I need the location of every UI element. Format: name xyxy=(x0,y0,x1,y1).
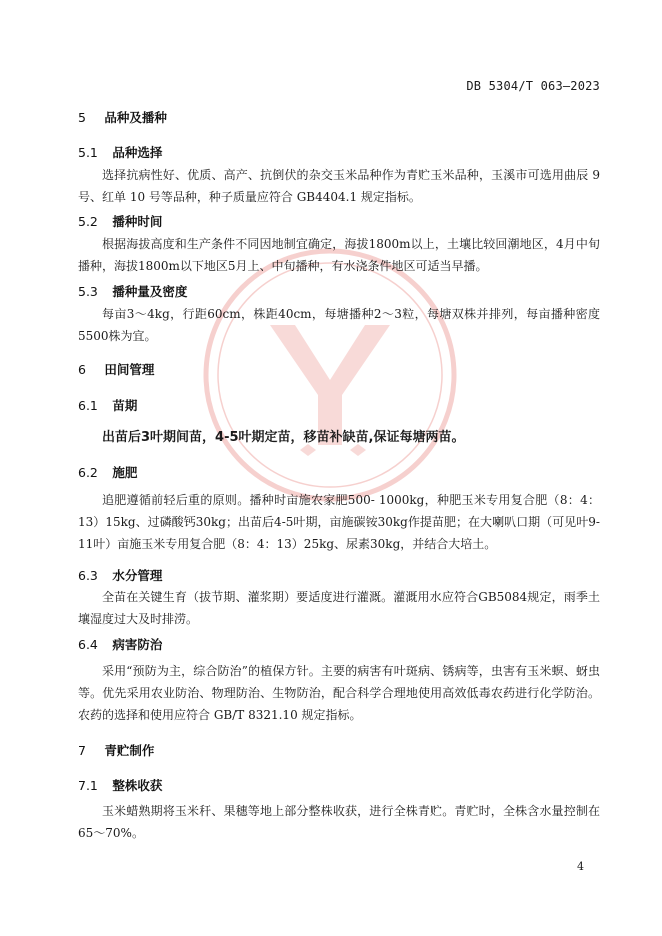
document-id: DB 5304/T 063—2023 xyxy=(466,79,600,93)
section-number: 6 xyxy=(78,362,86,377)
paragraph: 玉米蜡熟期将玉米秆、果穗等地上部分整株收获，进行全株青贮。青贮时，全株含水量控制在65～70%。 xyxy=(78,804,600,840)
subsection-number: 6.2 xyxy=(78,465,98,480)
subsection-title: 水分管理 xyxy=(112,568,163,583)
subsection-number: 5.2 xyxy=(78,214,98,229)
paragraph-emphasis: 出苗后3叶期间苗，4-5叶期定苗，移苗补缺苗,保证每塘两苗。 xyxy=(102,430,465,445)
subsection-title: 施肥 xyxy=(112,465,138,480)
subsection-heading xyxy=(78,143,162,161)
subsection-title: 病害防治 xyxy=(112,637,163,652)
subsection-number: 5.3 xyxy=(78,284,98,299)
subsection-title: 播种量及密度 xyxy=(112,284,188,299)
subsection-number: 6.3 xyxy=(78,568,98,583)
paragraph: 每亩3～4kg，行距60cm，株距40cm，每塘播种2～3粒，每塘双株并排列，每亩播种密度5500株为宜。 xyxy=(78,307,600,343)
subsection-heading xyxy=(78,635,162,653)
subsection-title: 品种选择 xyxy=(112,145,163,160)
page-number: 4 xyxy=(577,860,584,873)
section-heading xyxy=(78,108,167,126)
subsection-title: 苗期 xyxy=(112,398,138,413)
subsection-heading xyxy=(78,212,162,230)
subsection-number: 5.1 xyxy=(78,145,98,160)
paragraph: 追肥遵循前轻后重的原则。播种时亩施农家肥500- 1000kg，种肥玉米专用复合肥（8：4：13）15kg、过磷酸钙30kg；出苗后4-5叶期，亩施碳铵30kg作提苗肥；在大喇叭口期（可见叶9-11叶）亩施玉米专用复合肥（8：4：13）25kg、尿素30kg，并结合大培土。 xyxy=(78,493,600,551)
section-heading xyxy=(78,360,154,378)
paragraph: 采用“预防为主，综合防治”的植保方针。主要的病害有叶斑病、锈病等，虫害有玉米螟、蚜虫等。优先采用农业防治、物理防治、生物防治，配合科学合理地使用高效低毒农药进行化学防治。农药的选择和使用应符合 GB/T 8321.10 规定指标。 xyxy=(78,664,600,722)
subsection-heading xyxy=(78,282,187,300)
subsection-heading xyxy=(78,566,162,584)
paragraph: 根据海拔高度和生产条件不同因地制宜确定，海拔1800m以上，土壤比较回潮地区，4月中旬播种，海拔1800m以下地区5月上、中旬播种，有水浇条件地区可适当早播。 xyxy=(78,237,600,273)
subsection-number: 7.1 xyxy=(78,778,98,793)
subsection-heading xyxy=(78,463,137,481)
subsection-title: 播种时间 xyxy=(112,214,163,229)
paragraph: 全苗在关键生育（拔节期、灌浆期）要适度进行灌溉。灌溉用水应符合GB5084规定，雨季土壤湿度过大及时排涝。 xyxy=(78,590,600,626)
section-heading xyxy=(78,741,154,759)
section-number: 5 xyxy=(78,110,86,125)
section-title: 田间管理 xyxy=(104,362,155,377)
subsection-number: 6.1 xyxy=(78,398,98,413)
subsection-heading xyxy=(78,396,137,414)
section-title: 青贮制作 xyxy=(104,743,155,758)
section-title: 品种及播种 xyxy=(104,110,167,125)
official-seal-icon xyxy=(200,245,460,505)
subsection-title: 整株收获 xyxy=(112,778,163,793)
subsection-heading xyxy=(78,776,162,794)
subsection-number: 6.4 xyxy=(78,637,98,652)
paragraph: 选择抗病性好、优质、高产、抗倒伏的杂交玉米品种作为青贮玉米品种，玉溪市可选用曲辰 9 号、红单 10 号等品种，种子质量应符合 GB4404.1 规定指标。 xyxy=(78,168,600,204)
section-number: 7 xyxy=(78,743,86,758)
